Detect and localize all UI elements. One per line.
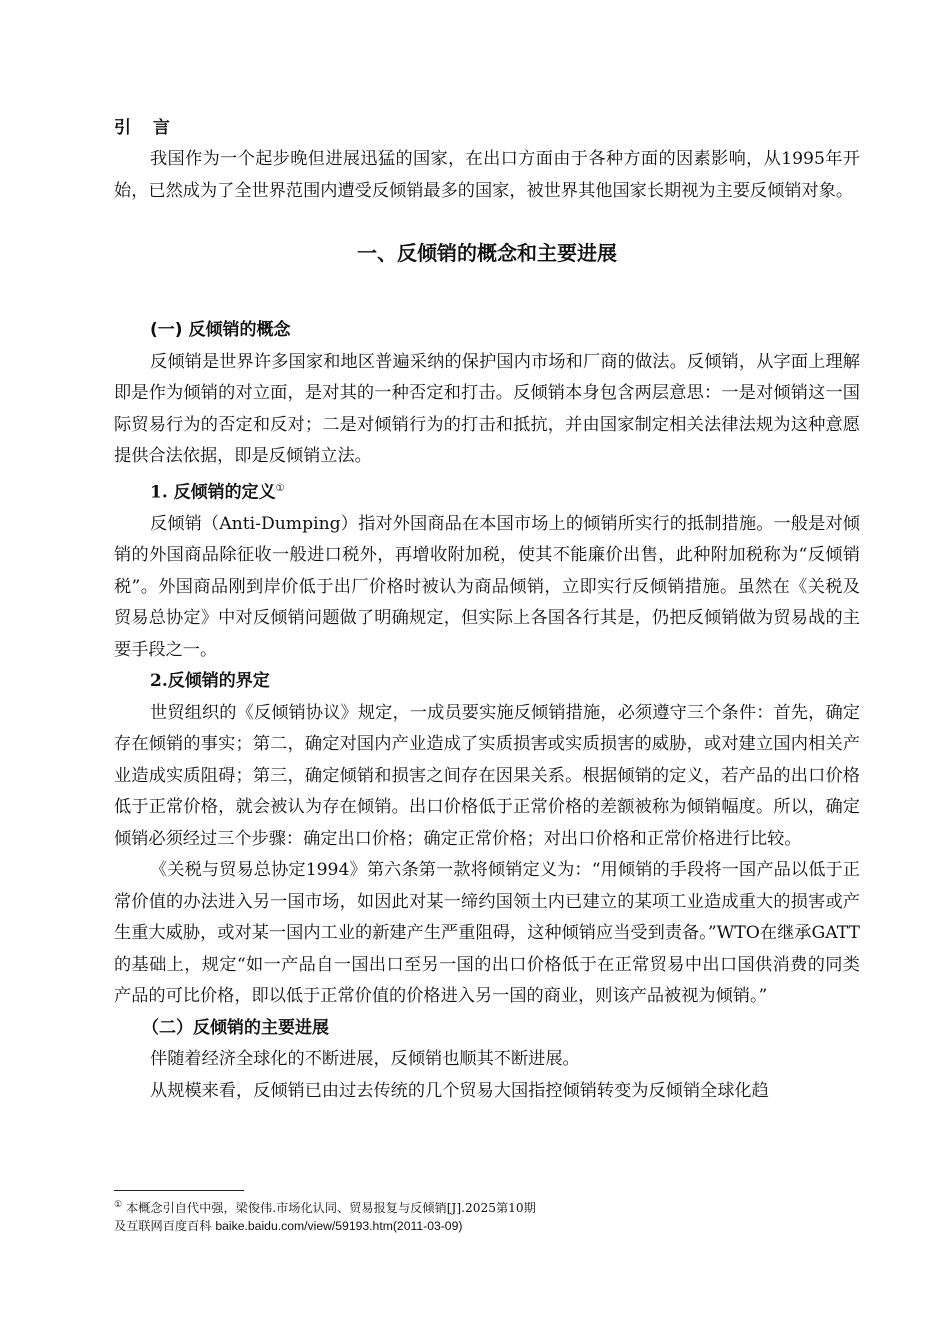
intro-paragraph: 我国作为一个起步晚但进展迅猛的国家，在出口方面由于各种方面的因素影响，从1995年开始，已然成为了全世界范围内遭受反倾销最多的国家，被世界其他国家长期视为主要反倾销对象。: [114, 149, 860, 201]
subsection-2-paragraph-1: 世贸组织的《反倾销协议》规定，一成员要实施反倾销措施，必须遵守三个条件：首先，确定存在倾销的事实；第二，确定对国内产业造成了实质损害或实质损害的威胁，或对建立国内相关产业造成实质阻碍；第三，确定倾销和损害之间存在因果关系。根据倾销的定义，若产品的出口价格低于正常价格，就会被认为存在倾销。出口价格低于正常价格的差额被称为倾销幅度。所以，确定倾销必须经过三个步骤：确定出口价格；确定正常价格；对出口价格和正常价格进行比较。: [114, 702, 860, 849]
intro-heading: 引 言: [114, 118, 178, 138]
section-1-paragraph: 反倾销是世界许多国家和地区普遍采纳的保护国内市场和厂商的做法。反倾销，从字面上理解即是作为倾销的对立面，是对其的一种否定和打击。反倾销本身包含两层意思：一是对倾销这一国际贸易行为的否定和反对；二是对倾销行为的打击和抵抗，并由国家制定相关法律法规为这种意愿提供合法依据，即是反倾销立法。: [114, 351, 860, 466]
section-1-title: (一) 反倾销的概念: [150, 320, 291, 340]
subsection-1-title: [114, 473, 860, 509]
footnote-source-link[interactable]: baike.baidu.com/view/59193.htm(2011-03-09): [215, 1219, 463, 1234]
chapter-title: 一、反倾销的概念和主要进展: [357, 241, 617, 265]
subsection-2-title: 2.反倾销的界定: [150, 671, 270, 692]
footnote-line-1: [114, 1196, 854, 1217]
section-2-paragraph-2: 从规模来看，反倾销已由过去传统的几个贸易大国指控倾销转变为反倾销全球化趋: [150, 1080, 769, 1101]
subsection-1-paragraph: 反倾销（Anti-Dumping）指对外国商品在本国市场上的倾销所实行的抵制措施。一般是对倾销的外国商品除征收一般进口税外，再增收附加税，使其不能廉价出售，此种附加税称为“反倾销税”。外国商品刚到岸价低于出厂价格时被认为商品倾销，立即实行反倾销措施。虽然在《关税及贸易总协定》中对反倾销问题做了明确规定，但实际上各国各行其是，仍把反倾销做为贸易战的主要手段之一。: [114, 513, 860, 660]
section-2-title: （二）反倾销的主要进展: [142, 1017, 329, 1038]
footnote-citation: 本概念引自代中强，梁俊伟.市场化认同、贸易报复与反倾销[J].2025第10期: [125, 1201, 536, 1216]
section-2-paragraph-1: 伴随着经济全球化的不断进展，反倾销也顺其不断进展。: [150, 1049, 580, 1070]
subsection-1-title-text: 1. 反倾销的定义: [150, 482, 276, 503]
footnote-source-prefix: 及互联网百度百科: [114, 1219, 212, 1234]
subsection-2-paragraph-2: 《关税与贸易总协定1994》第六条第一款将倾销定义为：“用倾销的手段将一国产品以低于正常价值的办法进入另一国市场，如因此对某一缔约国领土内已建立的某项工业造成重大的损害或产生重大威胁，或对某一国内工业的新建产生严重阻碍，这种倾销应当受到责备。”WTO在继承GATT的基础上，规定“如一产品自一国出口至另一国的出口价格低于在正常贸易中出口国供消费的同类产品的可比价格，即以低于正常价值的价格进入另一国的商业，则该产品被视为倾销。”: [114, 860, 860, 1007]
footnote-mark: ①: [114, 1200, 123, 1210]
document-body: [114, 112, 860, 1107]
footnote-divider: [114, 1190, 244, 1191]
footnote: [114, 1196, 854, 1235]
footnote-reference-mark[interactable]: ①: [275, 482, 285, 494]
footnote-line-2: [114, 1217, 854, 1235]
